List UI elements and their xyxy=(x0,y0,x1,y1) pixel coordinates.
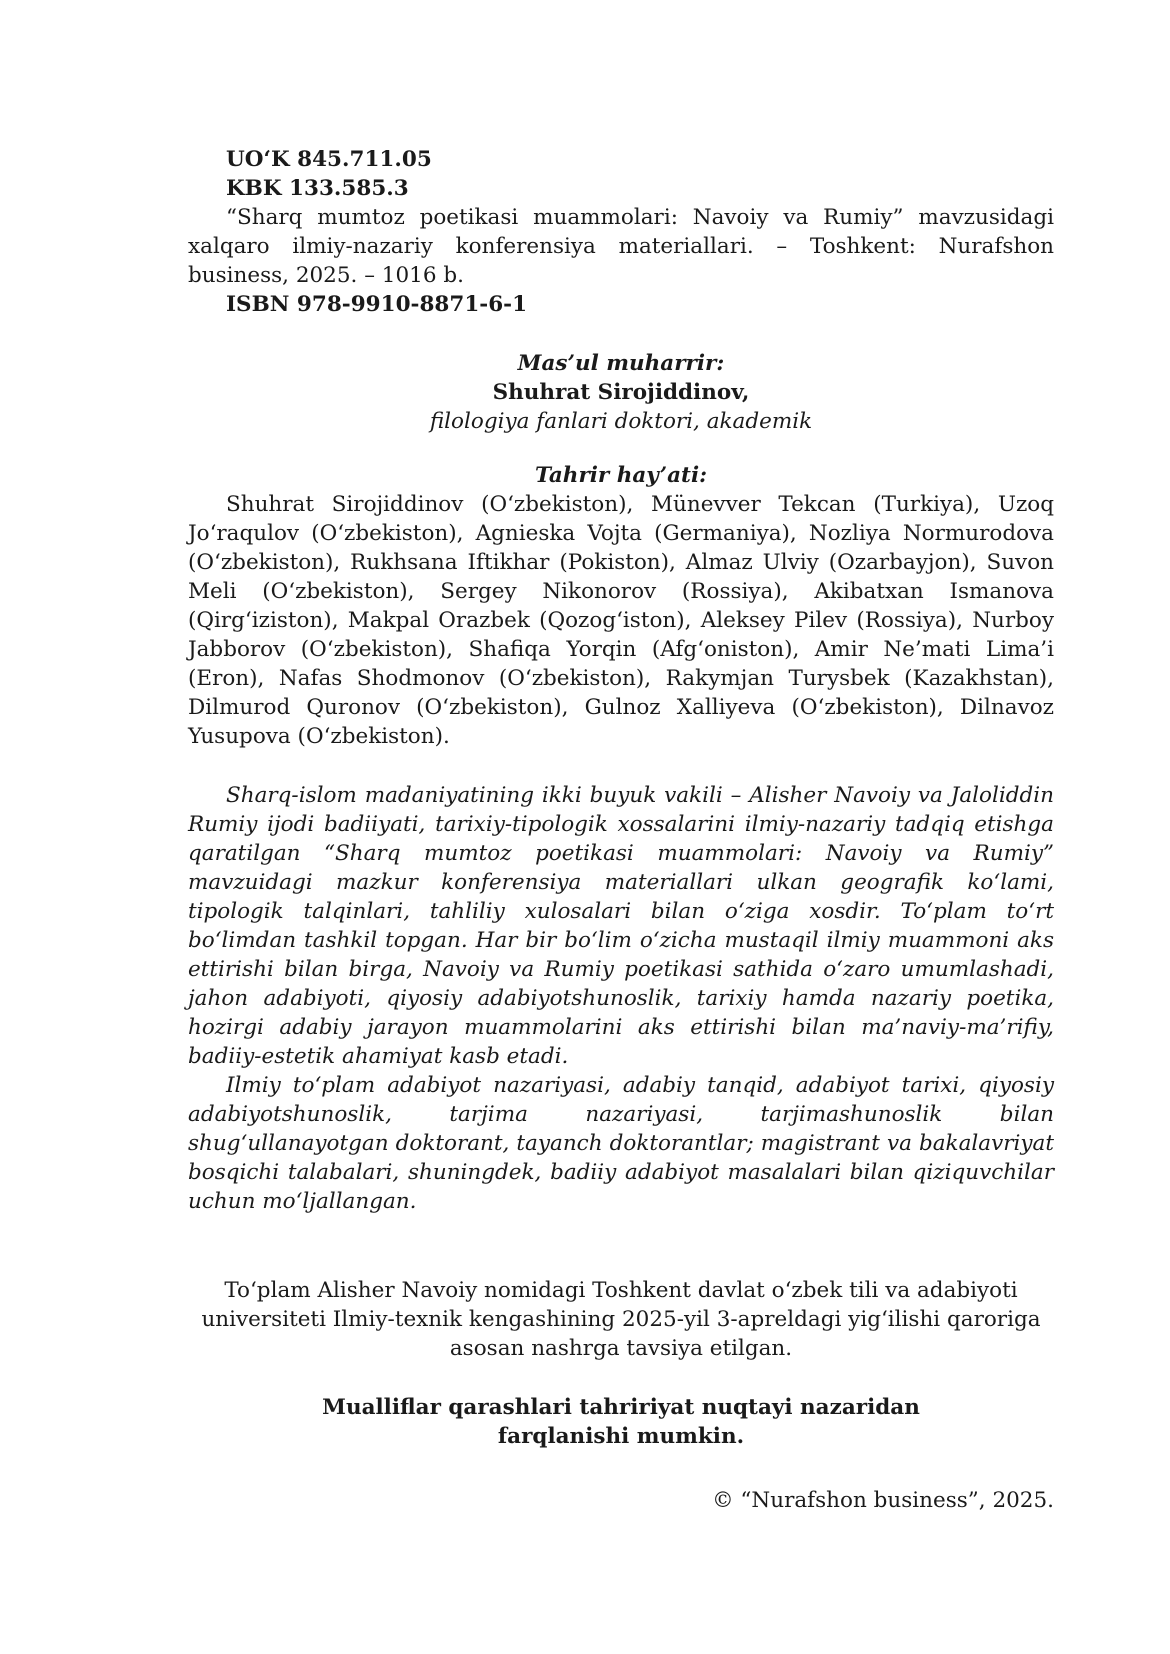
copyright: © “Nurafshon business”, 2025. xyxy=(712,1488,1054,1513)
recommendation-line-2: universiteti Ilmiy-texnik kengashining 2025-yil 3-apreldagi yig‘ilishi qaroriga xyxy=(201,1307,1041,1332)
abstract-block xyxy=(188,781,1054,1216)
recommendation-line-1: To‘plam Alisher Navoiy nomidagi Toshkent davlat o‘zbek tili va adabiyoti xyxy=(224,1278,1018,1303)
isbn: ISBN 978-9910-8871-6-1 xyxy=(226,292,528,317)
udc-code: UO‘K 845.711.05 xyxy=(226,147,432,172)
board-members: Shuhrat Sirojiddinov (O‘zbekiston), Münevver Tekcan (Turkiya), Uzoq Jo‘raqulov (O‘zbekiston), Agnieska Vojta (Germaniya), Nozliya Normurodova (O‘zbekiston), Rukhsana Iftikhar (Pokiston), Almaz Ulviy (Ozarbayjon), Suvon Meli (O‘zbekiston), Sergey Nikonorov (Rossiya), Akibatxan Ismanova (Qirg‘iziston), Makpal Orazbek (Qozog‘iston), Aleksey Pilev (Rossiya), Nurboy Jabborov (O‘zbekiston), Shafiqa Yorqin (Afg‘oniston), Amir Ne’mati Lima’i (Eron), Nafas Shodmonov (O‘zbekiston), Rakymjan Turysbek (Kazakhstan), Dilmurod Quronov (O‘zbekiston), Gulnoz Xalliyeva (O‘zbekiston), Dilnavoz Yusupova (O‘zbekiston). xyxy=(188,492,1054,749)
disclaimer-line-2: farqlanishi mumkin. xyxy=(497,1424,745,1449)
editor-title: filologiya fanlari doktori, akademik xyxy=(429,409,813,434)
disclaimer-block xyxy=(188,1393,1054,1451)
editor-heading: Mas’ul muharrir: xyxy=(517,351,725,376)
citation: “Sharq mumtoz poetikasi muammolari: Navoiy va Rumiy” mavzusidagi xalqaro ilmiy-nazariy konferensiya materiallari. – Toshkent: Nurafshon business, 2025. – 1016 b. xyxy=(188,205,1054,288)
editorial-board-block xyxy=(188,461,1054,751)
recommendation-block xyxy=(188,1276,1054,1363)
editor-name: Shuhrat Sirojiddinov, xyxy=(492,380,750,405)
recommendation-line-3: asosan nashrga tavsiya etilgan. xyxy=(449,1336,793,1361)
imprint-content xyxy=(188,145,1054,1515)
bbk-code: KBK 133.585.3 xyxy=(226,176,409,201)
abstract-paragraph-1: Sharq-islom madaniyatining ikki buyuk vakili – Alisher Navoiy va Jaloliddin Rumiy ijodi badiiyati, tarixiy-tipologik xossalarini ilmiy-nazariy tadqiq etishga qaratilgan “Sharq mumtoz poetikasi muammolari: Navoiy va Rumiy” mavzuidagi mazkur konferensiya materiallari ulkan geografik ko‘lami, tipologik talqinlari, tahliliy xulosalari bilan o‘ziga xosdir. To‘plam to‘rt bo‘limdan tashkil topgan. Har bir bo‘lim o‘zicha mustaqil ilmiy muammoni aks ettirishi bilan birga, Navoiy va Rumiy poetikasi sathida o‘zaro umumlashadi, jahon adabiyoti, qiyosiy adabiyotshunoslik, tarixiy hamda nazariy poetika, hozirgi adabiy jarayon muammolarini aks ettirishi bilan ma’naviy-ma’rifiy, badiiy-estetik ahamiyat kasb etadi. xyxy=(188,783,1054,1069)
board-heading: Tahrir hay’ati: xyxy=(534,463,708,488)
editor-block xyxy=(188,349,1054,436)
abstract-paragraph-2: Ilmiy to‘plam adabiyot nazariyasi, adabiy tanqid, adabiyot tarixi, qiyosiy adabiyotshunoslik, tarjima nazariyasi, tarjimashunoslik bilan shug‘ullanayotgan doktorant, tayanch doktorantlar; magistrant va bakalavriyat bosqichi talabalari, shuningdek, badiiy adabiyot masalalari bilan qiziquvchilar uchun mo‘ljallangan. xyxy=(188,1073,1054,1214)
disclaimer-line-1: Mualliflar qarashlari tahririyat nuqtayi nazaridan xyxy=(322,1395,920,1420)
